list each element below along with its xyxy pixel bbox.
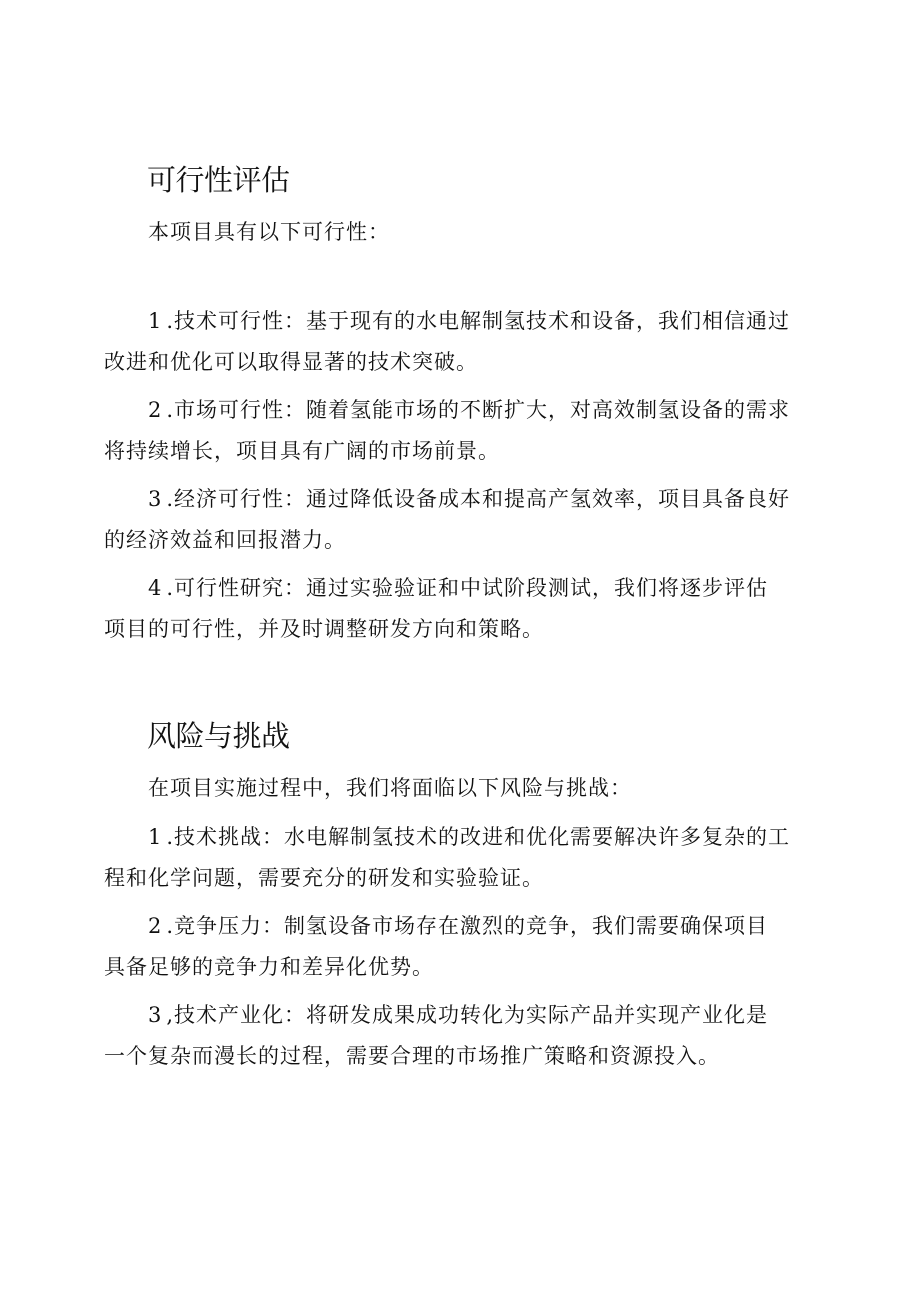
section-intro: 在项目实施过程中，我们将面临以下风险与挑战： [148,776,632,800]
list-item [104,301,816,383]
list-item-text: ,技术产业化：将研发成果成功转化为实际产品并实现产业化是 [166,1003,769,1027]
list-item [104,479,816,561]
list-item-first-line [104,906,816,947]
list-item-number: 1 [148,825,163,849]
list-item [104,995,816,1077]
list-item-text: .可行性研究：通过实验验证和中试阶段测试，我们将逐步评估 [166,576,769,600]
list-item-number: 1 [148,309,163,333]
list-item-first-line [104,390,816,431]
list-item-first-line [104,995,816,1036]
list-item-continuation: 改进和优化可以取得显著的技术突破。 [104,350,478,374]
list-item [104,568,816,650]
list-item-first-line [104,479,816,520]
list-item-first-line [104,817,816,858]
section-title: 风险与挑战 [147,719,290,753]
list-item [104,817,816,899]
list-item-text: .市场可行性：随着氢能市场的不断扩大，对高效制氢设备的需求 [166,398,791,422]
section-title: 可行性评估 [147,163,290,197]
risks-section [104,716,816,1077]
feasibility-section [104,160,816,650]
list-item [104,390,816,472]
list-item-continuation: 项目的可行性，并及时调整研发方向和策略。 [104,617,544,641]
list-item-text: .技术可行性：基于现有的水电解制氢技术和设备，我们相信通过 [166,309,791,333]
list-item-continuation: 的经济效益和回报潜力。 [104,528,346,552]
list-item-number: 3 [148,487,163,511]
list-item-continuation: 程和化学问题，需要充分的研发和实验验证。 [104,866,544,890]
list-item-text: .经济可行性：通过降低设备成本和提高产氢效率，项目具备良好 [166,487,791,511]
list-item-number: 2 [148,398,163,422]
list-item-text: .竞争压力：制氢设备市场存在激烈的竞争，我们需要确保项目 [166,914,769,938]
section-intro: 本项目具有以下可行性： [148,220,390,244]
list-item-first-line [104,301,816,342]
document-content [104,160,816,1077]
list-item [104,906,816,988]
list-item-number: 3 [148,1003,163,1027]
list-item-number: 2 [148,914,163,938]
list-item-continuation: 具备足够的竞争力和差异化优势。 [104,955,434,979]
list-item-number: 4 [148,576,163,600]
list-item-continuation: 将持续增长，项目具有广阔的市场前景。 [104,439,500,463]
list-item-text: .技术挑战：水电解制氢技术的改进和优化需要解决许多复杂的工 [166,825,791,849]
list-item-first-line [104,568,816,609]
list-item-continuation: 一个复杂而漫长的过程，需要合理的市场推广策略和资源投入。 [104,1044,720,1068]
